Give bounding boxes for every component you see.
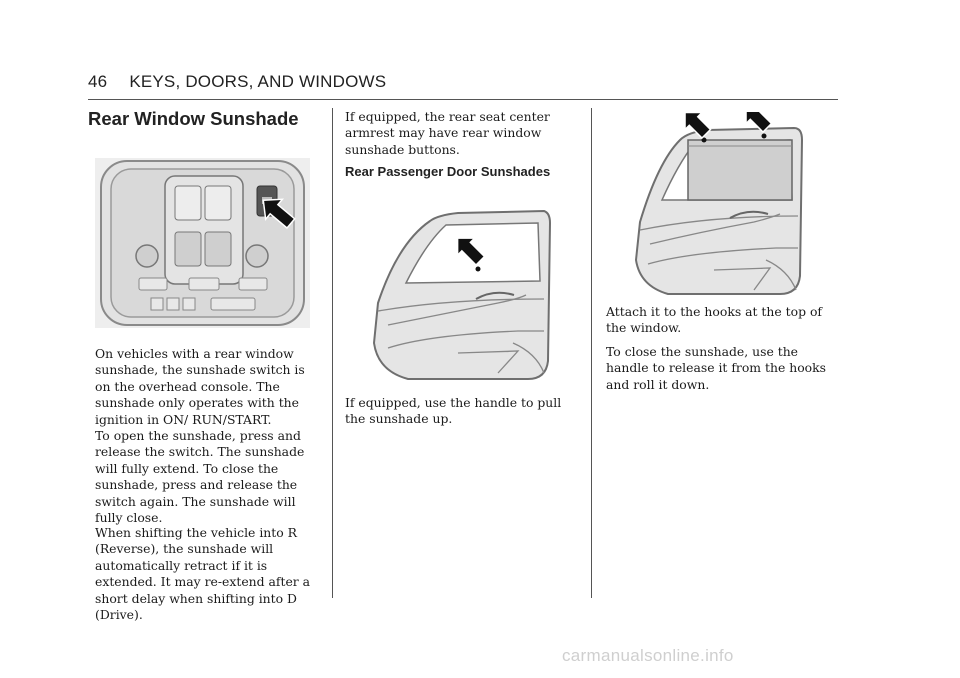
page-number: 46 xyxy=(88,72,108,91)
section-title: Rear Window Sunshade xyxy=(88,108,299,129)
rear-door-illustration xyxy=(368,203,553,388)
col2-paragraph-2: If equipped, use the handle to pull the sunshade up. xyxy=(345,395,562,427)
col1-paragraph-2: To open the sunshade, press and release the switch. The sunshade will fully extend. To close the sunshade, press and release the switch again. The sunshade will fully close. xyxy=(95,428,305,526)
subheading: Rear Passenger Door Sunshades xyxy=(345,164,551,179)
col3-paragraph-2: To close the sunshade, use the handle to release it from the hooks and roll it down. xyxy=(606,344,826,392)
col2-paragraph-1: If equipped, the rear seat center armrest may have rear window sunshade buttons. xyxy=(345,109,550,157)
overhead-console-illustration xyxy=(95,158,310,328)
running-header xyxy=(88,72,386,92)
col1-paragraph-1: On vehicles with a rear window sunshade, the sunshade switch is on the overhead console. The sunshade only operates with the ignition in ON/ RUN/START. xyxy=(95,346,305,427)
col3-paragraph-1: Attach it to the hooks at the top of the window. xyxy=(606,304,823,336)
col1-paragraph-3: When shifting the vehicle into R (Reverse), the sunshade will automatically retract if it is extended. It may re-extend after a short delay when shifting into D (Drive). xyxy=(95,525,311,623)
column-divider-left xyxy=(332,108,333,598)
rear-door-sunshade-illustration xyxy=(630,112,815,300)
watermark: carmanualsonline.info xyxy=(562,646,734,665)
header-section: KEYS, DOORS, AND WINDOWS xyxy=(129,72,387,91)
column-divider-right xyxy=(591,108,592,598)
header-rule xyxy=(88,99,838,100)
